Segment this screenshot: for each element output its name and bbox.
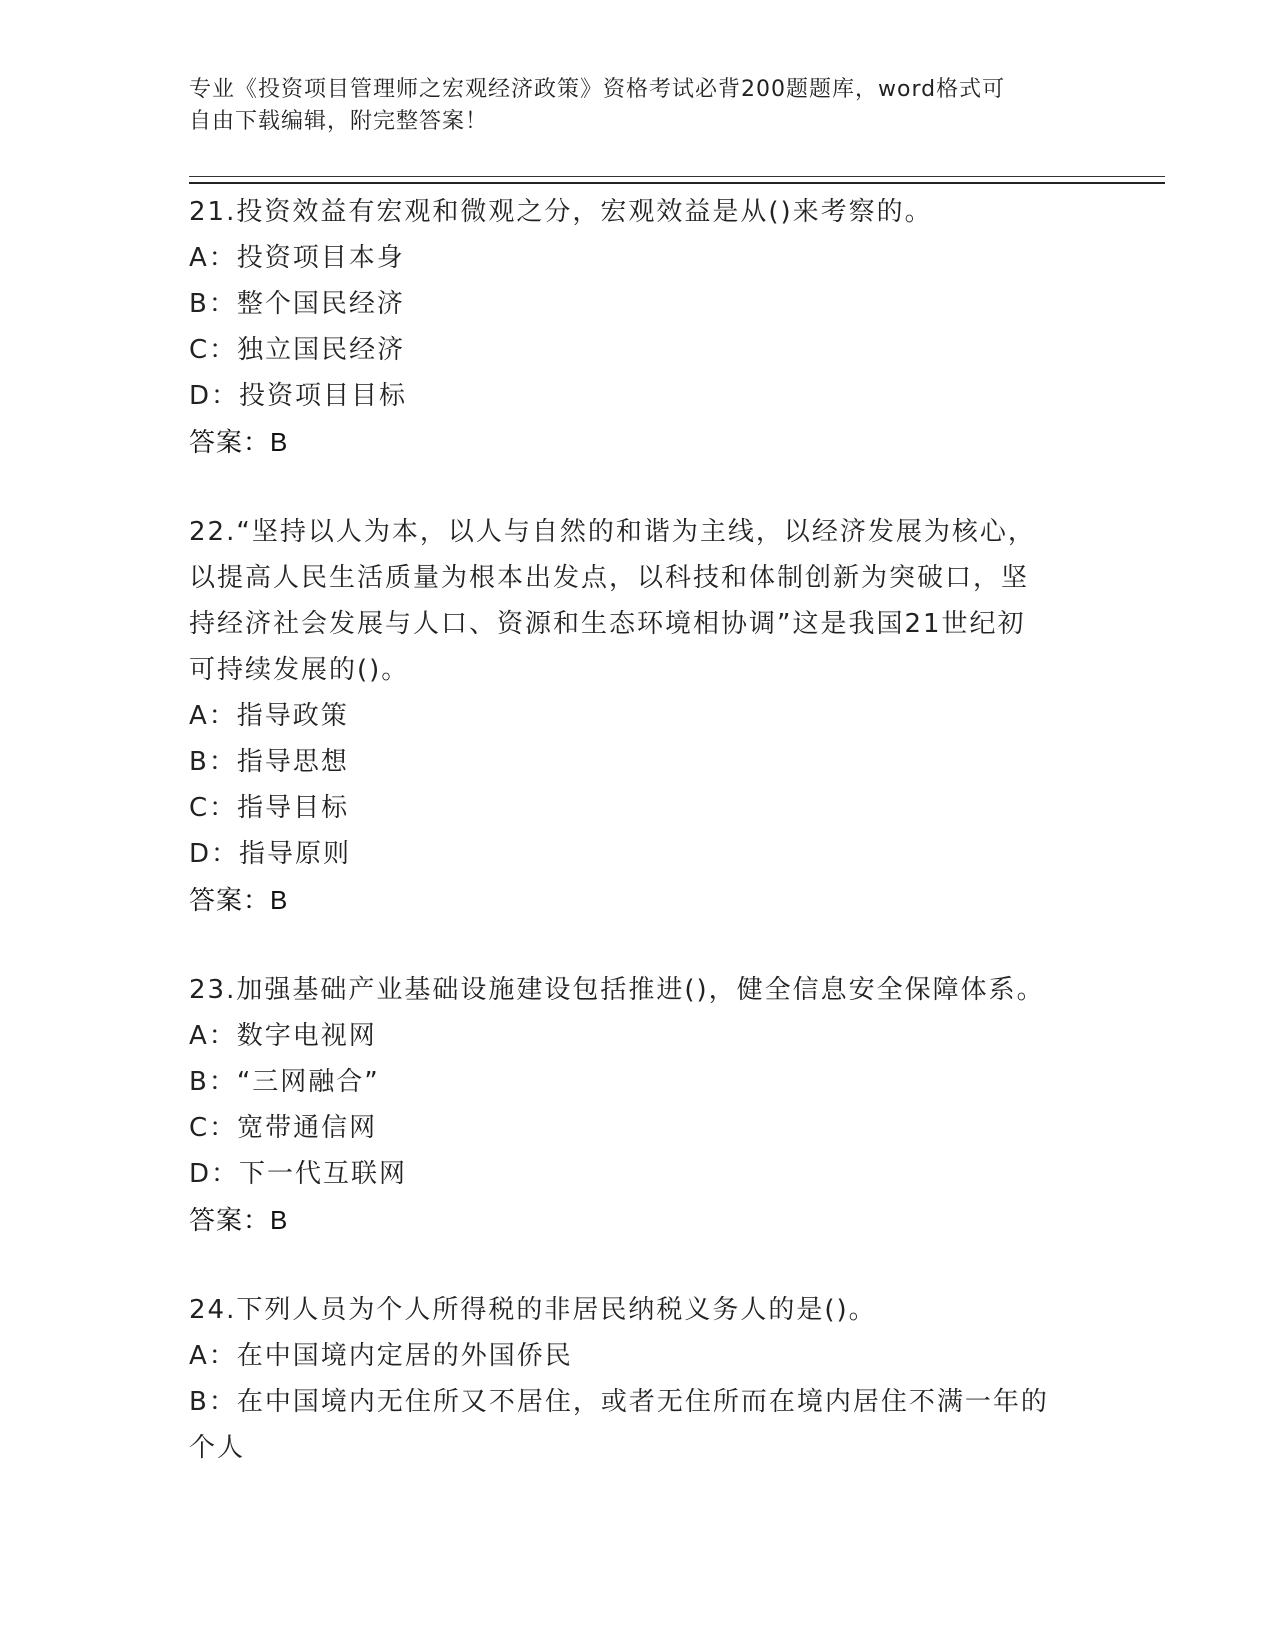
answer-option: B：“三网融合” [189,1067,380,1097]
header-line-2: 自由下载编辑，附完整答案！ [189,109,489,134]
question-stem-line: 以提高人民生活质量为根本出发点，以科技和体制创新为突破口，坚 [189,563,1030,593]
answer-key: 答案：B [189,885,289,915]
header-divider-thin [189,176,1165,177]
answer-option: A：指导政策 [189,701,349,731]
question-stem-line: 持经济社会发展与人口、资源和生态环境相协调”这是我国21世纪初 [189,609,1026,639]
question-block [189,967,1089,1243]
answer-option: D：指导原则 [189,839,352,869]
answer-option: D：投资项目目标 [189,381,408,411]
question-block [189,1287,1089,1471]
answer-option: A：数字电视网 [189,1021,377,1051]
header-line-1: 专业《投资项目管理师之宏观经济政策》资格考试必背200题题库，word格式可 [189,77,1006,102]
answer-option: C：独立国民经济 [189,335,406,365]
answer-option: B：整个国民经济 [189,289,405,319]
answer-key: 答案：B [189,427,289,457]
answer-option: C：宽带通信网 [189,1113,378,1143]
header-divider-thick [189,182,1165,184]
answer-option: D：下一代互联网 [189,1159,408,1189]
answer-key: 答案：B [189,1205,289,1235]
answer-option: B：在中国境内无住所又不居住，或者无住所而在境内居住不满一年的 [189,1387,1049,1417]
answer-option: A：投资项目本身 [189,243,405,273]
answer-option: B：指导思想 [189,747,349,777]
question-stem-line: 24.下列人员为个人所得税的非居民纳税义务人的是()。 [189,1295,877,1325]
answer-option: C：指导目标 [189,793,350,823]
question-block [189,509,1089,923]
question-list [189,189,1089,1515]
answer-option: 个人 [189,1433,246,1463]
question-stem-line: 22.“坚持以人为本，以人与自然的和谐为主线，以经济发展为核心， [189,517,1036,547]
question-block [189,189,1089,465]
document-header [189,74,1089,138]
answer-option: A：在中国境内定居的外国侨民 [189,1341,573,1371]
question-stem-line: 21.投资效益有宏观和微观之分，宏观效益是从()来考察的。 [189,197,933,227]
question-stem-line: 可持续发展的()。 [189,655,410,685]
question-stem-line: 23.加强基础产业基础设施建设包括推进()，健全信息安全保障体系。 [189,975,1045,1005]
